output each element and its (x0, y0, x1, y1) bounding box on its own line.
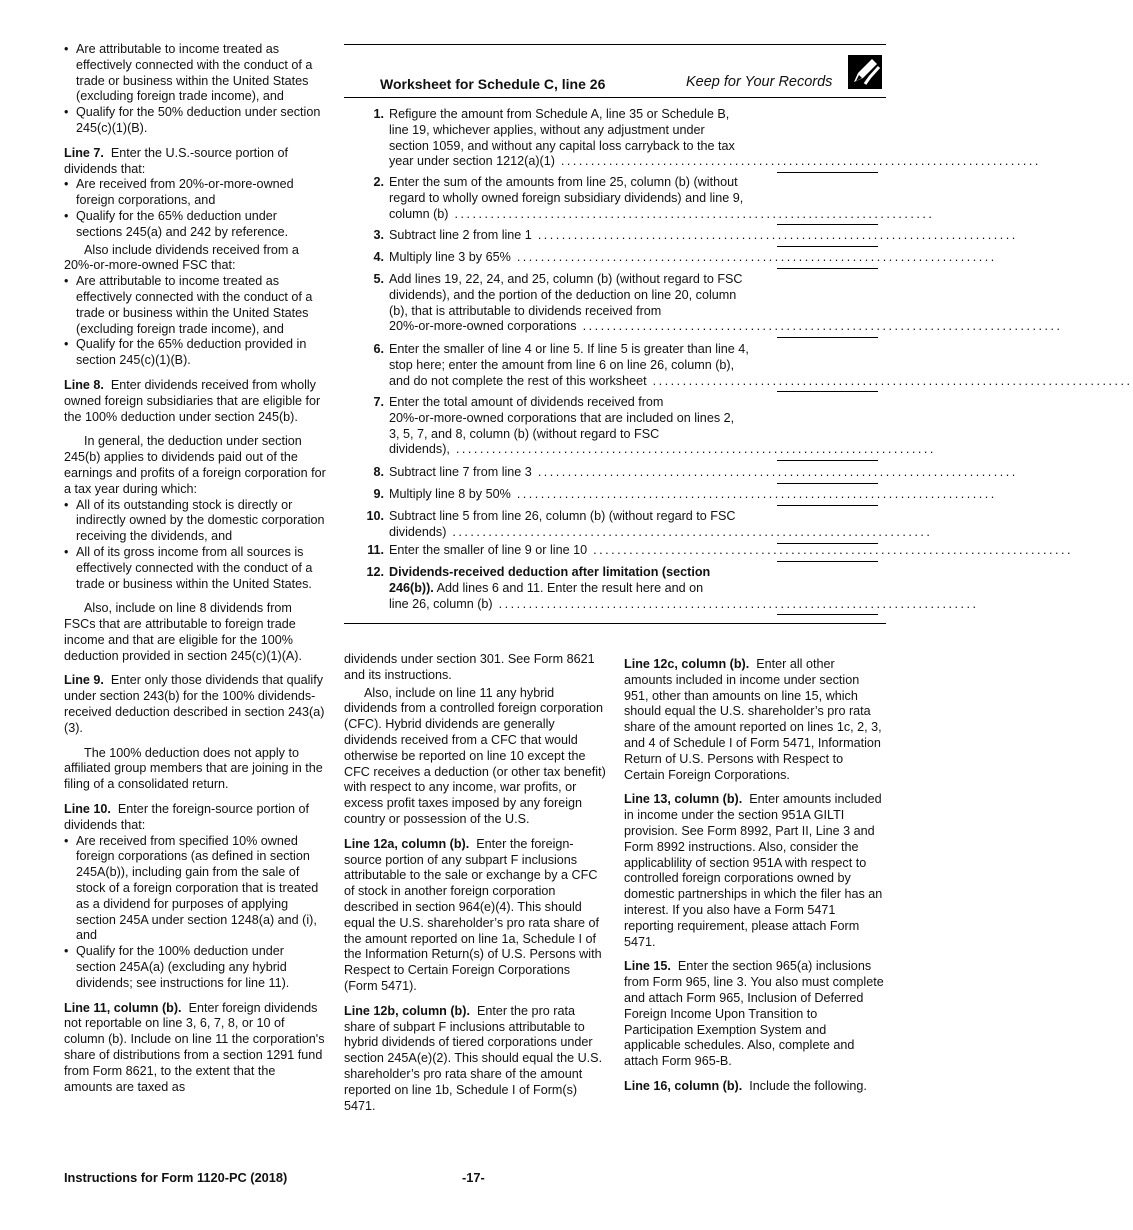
worksheet-line-number: 10. (366, 509, 384, 523)
page-number: -17- (462, 1170, 485, 1185)
middle-column (344, 652, 606, 1114)
line-16-paragraph: Line 16, column (b). Include the following. (624, 1078, 867, 1093)
answer-entry-field[interactable] (777, 561, 878, 562)
worksheet-line-number: 4. (373, 250, 384, 264)
list-item: • Qualify for the 65% deduction under sections 245(a) and 242 by reference. (64, 208, 289, 239)
list-item: • Qualify for the 50% deduction under section 245(c)(1)(B). (64, 105, 321, 135)
answer-entry-field[interactable] (777, 172, 878, 173)
worksheet-line-number: 3. (373, 228, 384, 242)
answer-entry-field[interactable] (777, 614, 878, 615)
worksheet-line-number: 7. (373, 395, 384, 409)
list-item: • Qualify for the 65% deduction provided in section 245(c)(1)(B). (64, 337, 307, 368)
worksheet-line-number: 2. (373, 175, 384, 189)
right-column (624, 657, 886, 1095)
line-8-paragraph: Line 8. Enter dividends received from wholly owned foreign subsidiaries that are eligible for the 100% deduction under section 245(b). (64, 377, 321, 424)
worksheet-line: 5. Add lines 19, 22, 24, and 25, column (b) (without regard to FSC dividends), and the portion of the deduction on line 20, column (b), that is attributable to dividends received from 20%-or-more-owned corporations ................................................................................ (354, 272, 768, 335)
worksheet-line: 10. Subtract line 5 from line 26, column (b) (without regard to FSC dividends) ................................................................................ (354, 509, 768, 541)
line-9-paragraph: Line 9. Enter only those dividends that qualify under section 243(b) for the 100% dividends-received deduction described in section 243(a)(3). (64, 673, 325, 735)
answer-entry-field[interactable] (777, 460, 878, 461)
line-12a-paragraph: Line 12a, column (b). Enter the foreign-source portion of any subpart F inclusions attributable to the sale or exchange by a CFC of stock in another foreign corporation described in section 964(e)(4). This should equal the U.S. shareholder’s pro rata share of the amount reported on line 1a, Schedule I of the Information Return(s) of U.S. Persons with Respect to Certain Foreign Corporations (Form 5471). (344, 836, 602, 993)
list-item: • Are attributable to income treated as effectively connected with the conduct of a trade or business within the United States (excluding foreign trade income), and (64, 274, 313, 336)
worksheet-line-number: 1. (373, 107, 384, 121)
paragraph: Also include dividends received from a 20%-or-more-owned FSC that: (64, 242, 299, 273)
worksheet (344, 44, 1133, 624)
worksheet-line-number: 12. (366, 565, 384, 579)
paragraph: Also, include on line 8 dividends from FSCs that are attributable to foreign trade income and that are eligible for the 100% deduction provided in section 245(c)(1)(A). (64, 601, 303, 663)
worksheet-title: Worksheet for Schedule C, line 26 (380, 76, 606, 92)
list-item: • All of its outstanding stock is directly or indirectly owned by the domestic corporation receiving the dividends, and (64, 497, 325, 544)
list-item: • Are received from 20%-or-more-owned foreign corporations, and (64, 177, 294, 208)
worksheet-line: 1. Refigure the amount from Schedule A, line 35 or Schedule B, line 19, whichever applies, without any adjustment under section 1059, and without any capital loss carryback to the tax year under section 1212(a)(1) ................................................................................ (354, 107, 768, 170)
worksheet-line-number: 9. (373, 487, 384, 501)
worksheet-line: 3. Subtract line 2 from line 1 ................................................................................ (354, 228, 768, 244)
paragraph: The 100% deduction does not apply to affiliated group members that are joining in the filing of a consolidated return. (64, 745, 323, 792)
answer-entry-field[interactable] (777, 337, 878, 338)
answer-entry-field[interactable] (777, 483, 878, 484)
answer-entry-field[interactable] (777, 505, 878, 506)
worksheet-line-number: 6. (373, 342, 384, 356)
worksheet-line: 6. Enter the smaller of line 4 or line 5. If line 5 is greater than line 4, stop here; enter the amount from line 6 on line 26, column (b), and do not complete the rest of this worksheet ................................................................................ (354, 342, 768, 389)
worksheet-line: 11. Enter the smaller of line 9 or line 10 ................................................................................ (354, 543, 768, 559)
list-item: • Are received from specified 10% owned foreign corporations (as defined in section 245A(b)), including gain from the sale of stock of a foreign corporation that is treated as a dividend for purposes of applying section 245A under section 1248(a) and (i), and (64, 833, 319, 943)
left-column (64, 42, 326, 1095)
footer-form-title: Instructions for Form 1120-PC (2018) (64, 1170, 288, 1185)
line-10-paragraph: Line 10. Enter the foreign-source portion of dividends that: (64, 802, 310, 832)
keep-for-records-label: Keep for Your Records (686, 74, 833, 90)
list-item: • All of its gross income from all sources is effectively connected with the conduct of a trade or business within the United States. (64, 544, 313, 591)
answer-entry-field[interactable] (777, 268, 878, 269)
answer-entry-field[interactable] (777, 246, 878, 247)
line-13-paragraph: Line 13, column (b). Enter amounts included in income under the section 951A GILTI provision. See Form 8992, Part II, Line 3 and Form 8992 instructions. Also, consider the applicablility of section 951A with respect to controlled foreign corporations owned by domestic partnerships in which the filer has an interest. If you also have a Form 5471 reporting requirement, please attach Form 5471. (624, 792, 883, 949)
worksheet-line: 7. Enter the total amount of dividends received from 20%-or-more-owned corporations that are included on lines 2, 3, 5, 7, and 8, column (b) (without regard to FSC dividends), ................................................................................ (354, 395, 768, 458)
line-15-paragraph: Line 15. Enter the section 965(a) inclusions from Form 965, line 3. You also must complete and attach Form 965, Inclusion of Deferred Foreign Income Upon Transition to Participation Exemption System and applicable schedules. Also, complete and attach Form 965-B. (624, 959, 884, 1069)
line-11-paragraph: Line 11, column (b). Enter foreign dividends not reportable on line 3, 6, 7, 8, or 10 of column (b). Include on line 11 the corporation's share of distributions from a section 1291 fund from Form 8621, to the extent that the amounts are taxed as (64, 1000, 325, 1094)
worksheet-line: 12. Dividends-received deduction after limitation (section 246(b)). Add lines 6 and 11. Enter the result here and on line 26, column (b) ................................................................................ (354, 565, 768, 612)
answer-entry-field[interactable] (777, 391, 878, 392)
worksheet-line-number: 8. (373, 465, 384, 479)
worksheet-line: 4. Multiply line 3 by 65% ................................................................................ (354, 250, 768, 266)
paragraph: dividends under section 301. See Form 8621 and its instructions. (344, 652, 595, 682)
worksheet-line: 8. Subtract line 7 from line 3 ................................................................................ (354, 465, 768, 481)
paragraph: Also, include on line 11 any hybrid dividends from a controlled foreign corporation (CFC). Hybrid dividends are generally dividends received from a CFC that would otherwise be reported on line 10 except the CFC receives a deduction (or other tax benefit) with respect to any income, war profits, or excess profit taxes imposed by any foreign country or possession of the U.S. (344, 685, 606, 826)
worksheet-line: 9. Multiply line 8 by 50% ................................................................................ (354, 487, 768, 503)
worksheet-line: 2. Enter the sum of the amounts from line 25, column (b) (without regard to wholly owned foreign subsidiary dividends) and line 9, column (b) ................................................................................ (354, 175, 768, 222)
list-item: • Qualify for the 100% deduction under section 245A(a) (excluding any hybrid dividends; see instructions for line 11). (64, 944, 290, 990)
answer-entry-field[interactable] (777, 224, 878, 225)
list-item: • Are attributable to income treated as effectively connected with the conduct of a trade or business within the United States (excluding foreign trade income), and (64, 42, 313, 104)
line-7-paragraph: Line 7. Enter the U.S.-source portion of dividends that: (64, 145, 288, 176)
worksheet-line-number: 5. (373, 272, 384, 286)
worksheet-header (344, 45, 886, 98)
line-12c-paragraph: Line 12c, column (b). Enter all other amounts included in income under section 951, other than amounts on line 15, which should equal the U.S. shareholder’s pro rata share of the amount reported on lines 1c, 2, 3, and 4 of Schedule I of Form 5471, Information Return of U.S. Persons with Respect to Certain Foreign Corporations. (624, 657, 882, 782)
pencil-checkmark-icon (848, 55, 882, 89)
worksheet-line-number: 11. (367, 543, 384, 557)
line-12b-paragraph: Line 12b, column (b). Enter the pro rata share of subpart F inclusions attributable to hybrid dividends of tiered corporations under section 245A(e)(2). This should equal the U.S. shareholder’s pro rata share of the amount reported on line 1b, Schedule I of Form(s) 5471. (344, 1003, 603, 1113)
paragraph: In general, the deduction under section 245(b) applies to dividends paid out of the earnings and profits of a foreign corporation for a tax year during which: (64, 434, 326, 496)
